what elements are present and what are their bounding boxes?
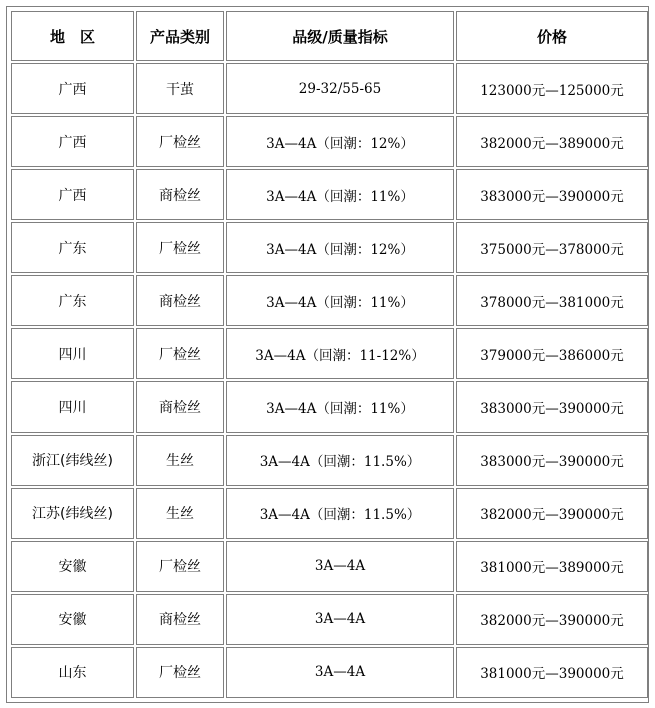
cell-price: 378000元—381000元 <box>456 275 648 326</box>
cell-price: 382000元—389000元 <box>456 116 648 167</box>
cell-region: 四川 <box>11 381 134 432</box>
table-row <box>11 328 648 379</box>
table-row <box>11 541 648 592</box>
cell-grade: 3A—4A <box>226 541 454 592</box>
table-row <box>11 275 648 326</box>
cell-category: 生丝 <box>136 488 224 539</box>
cell-price: 383000元—390000元 <box>456 435 648 486</box>
cell-region: 安徽 <box>11 541 134 592</box>
silk-price-table-frame <box>6 6 649 703</box>
cell-grade: 3A—4A（回潮：11.5%） <box>226 488 454 539</box>
cell-region: 广东 <box>11 222 134 273</box>
cell-price: 382000元—390000元 <box>456 594 648 645</box>
cell-region: 广西 <box>11 169 134 220</box>
cell-grade: 3A—4A（回潮：12%） <box>226 116 454 167</box>
table-row <box>11 63 648 114</box>
cell-price: 381000元—389000元 <box>456 541 648 592</box>
cell-category: 厂检丝 <box>136 222 224 273</box>
cell-grade: 3A—4A（回潮：11-12%） <box>226 328 454 379</box>
cell-category: 商检丝 <box>136 381 224 432</box>
cell-grade: 3A—4A（回潮：11.5%） <box>226 435 454 486</box>
cell-grade: 29-32/55-65 <box>226 63 454 114</box>
cell-grade: 3A—4A（回潮：11%） <box>226 169 454 220</box>
table-body <box>11 63 648 698</box>
cell-price: 382000元—390000元 <box>456 488 648 539</box>
cell-price: 375000元—378000元 <box>456 222 648 273</box>
table-row <box>11 488 648 539</box>
cell-grade: 3A—4A（回潮：11%） <box>226 275 454 326</box>
header-grade: 品级/质量指标 <box>226 11 454 61</box>
cell-grade: 3A—4A（回潮：11%） <box>226 381 454 432</box>
cell-grade: 3A—4A <box>226 594 454 645</box>
cell-region: 广西 <box>11 63 134 114</box>
cell-category: 厂检丝 <box>136 541 224 592</box>
table-row <box>11 222 648 273</box>
table-row <box>11 116 648 167</box>
cell-category: 厂检丝 <box>136 647 224 698</box>
cell-region: 浙江(纬线丝) <box>11 435 134 486</box>
header-category: 产品类别 <box>136 11 224 61</box>
cell-region: 广西 <box>11 116 134 167</box>
cell-grade: 3A—4A（回潮：12%） <box>226 222 454 273</box>
header-region: 地 区 <box>11 11 134 61</box>
cell-category: 商检丝 <box>136 275 224 326</box>
cell-region: 江苏(纬线丝) <box>11 488 134 539</box>
cell-category: 厂检丝 <box>136 328 224 379</box>
cell-region: 广东 <box>11 275 134 326</box>
header-price: 价格 <box>456 11 648 61</box>
cell-region: 四川 <box>11 328 134 379</box>
cell-category: 生丝 <box>136 435 224 486</box>
cell-price: 383000元—390000元 <box>456 169 648 220</box>
cell-price: 381000元—390000元 <box>456 647 648 698</box>
table-row <box>11 381 648 432</box>
cell-category: 干茧 <box>136 63 224 114</box>
cell-category: 商检丝 <box>136 594 224 645</box>
cell-category: 商检丝 <box>136 169 224 220</box>
table-row <box>11 594 648 645</box>
cell-region: 山东 <box>11 647 134 698</box>
table-header-row <box>11 11 648 61</box>
cell-category: 厂检丝 <box>136 116 224 167</box>
table-row <box>11 169 648 220</box>
cell-grade: 3A—4A <box>226 647 454 698</box>
table-row <box>11 647 648 698</box>
cell-region: 安徽 <box>11 594 134 645</box>
cell-price: 379000元—386000元 <box>456 328 648 379</box>
silk-price-table <box>9 9 650 700</box>
table-row <box>11 435 648 486</box>
cell-price: 383000元—390000元 <box>456 381 648 432</box>
cell-price: 123000元—125000元 <box>456 63 648 114</box>
